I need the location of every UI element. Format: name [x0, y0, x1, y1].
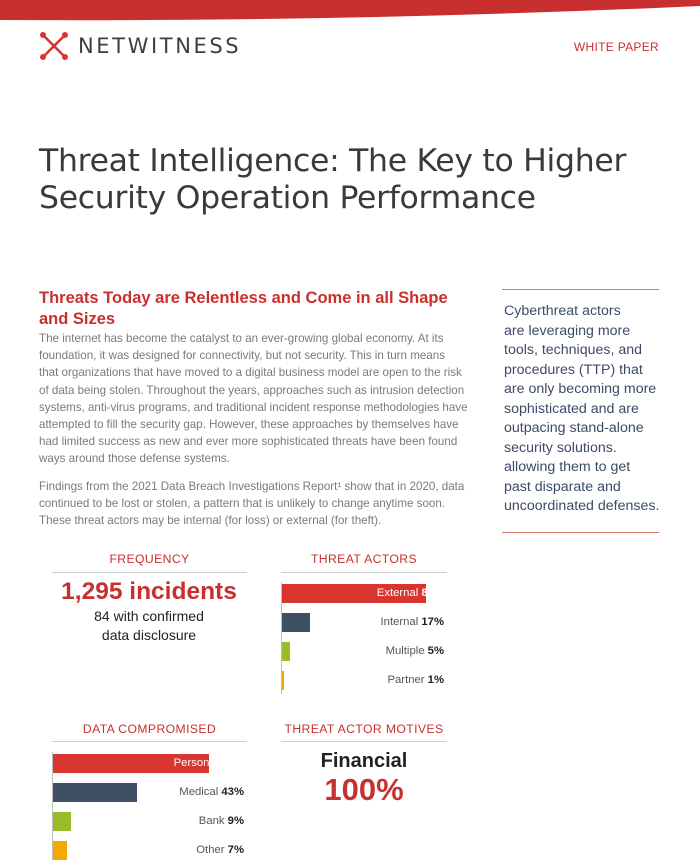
pull-quote-line: outpacing stand-alone [504, 420, 644, 436]
paragraph-line: of data being stolen. Throughout the years, approaches such as intrusion detection [39, 383, 465, 397]
paragraph-line: continued to be lost or stolen, a pattern that is unlikely to change anytime soon. [39, 497, 446, 511]
bar-value: 87% [421, 587, 444, 599]
bar-label-partner [282, 671, 444, 690]
bar-label-other [53, 841, 244, 860]
bar-category: Other [196, 844, 225, 856]
bar-value: 7% [227, 844, 244, 856]
bar-label-multiple [282, 642, 444, 661]
paragraph-line: ways around those defense systems. [39, 452, 230, 466]
pull-quote-line: procedures (TTP) that [504, 361, 643, 378]
section-heading [39, 288, 459, 330]
bar-category: Bank [198, 815, 225, 827]
pull-quote-line: security solutions. [504, 439, 617, 456]
bar-category: Medical [179, 786, 219, 798]
bar-value: 1% [427, 674, 444, 686]
pull-quote-line: sophisticated and are [504, 400, 639, 417]
top-accent-band [0, 0, 700, 22]
pull-quote-top-rule [502, 289, 659, 290]
frequency-rule [52, 572, 247, 573]
threat-actors-rule [281, 572, 447, 573]
frequency-heading: FREQUENCY [109, 552, 190, 566]
bar-category: Partner [387, 674, 425, 686]
bar-value: 43% [221, 786, 244, 798]
paragraph-line: systems, anti-virus programs, and traditional incident response methodologies have [39, 400, 468, 414]
data-compromised-rule [52, 741, 247, 742]
bar-value: 17% [421, 616, 444, 628]
pull-quote-line: are only becoming more [504, 381, 657, 397]
paragraph-line: The internet has become the catalyst to an ever-growing global economy. At its [39, 332, 444, 345]
bar-value: 9% [227, 815, 244, 827]
paragraph-line: that organizations that have moved to a digital business model are open to the risk [39, 366, 462, 380]
pull-quote-bottom-rule [502, 532, 659, 533]
data-compromised-heading: DATA COMPROMISED [82, 722, 217, 736]
pull-quote-line: uncoordinated defenses. [504, 498, 660, 514]
motive-label: Financial [320, 750, 408, 772]
motive-value: 100% [324, 772, 404, 807]
netwitness-logo [38, 30, 241, 62]
title-line-1: Threat Intelligence: The Key to Higher [39, 143, 627, 179]
pull-quote-line: past disparate and [504, 478, 621, 495]
pull-quote-line: allowing them to get [504, 459, 631, 475]
bar-label-bank [53, 812, 244, 831]
intro-paragraph [39, 330, 469, 468]
netwitness-logo-icon [38, 30, 70, 62]
bar-category: Personal [173, 757, 219, 769]
bar-label-medical [53, 783, 244, 802]
title-line-2: Security Operation Performance [39, 180, 536, 216]
paragraph-line: These threat actors may be internal (for loss) or external (for theft). [39, 514, 382, 528]
bar-category: External [376, 587, 419, 599]
section-heading-line-1: Threats Today are Relentless and Come in all Shape [39, 289, 448, 307]
page-title [39, 143, 639, 217]
section-heading-line-2: and Sizes [39, 310, 116, 328]
bar-value: 5% [427, 645, 444, 657]
pull-quote-line: tools, techniques, and [504, 342, 643, 358]
pull-quote-line: are leveraging more [504, 322, 631, 339]
threat-actors-heading: THREAT ACTORS [310, 552, 418, 566]
bar-value: 80% [221, 757, 244, 769]
incident-detail-line-1: 84 with confirmed [94, 608, 204, 624]
document-type-label: WHITE PAPER [573, 40, 659, 54]
paragraph-line: attempted to fill the security gap. However, these approaches by themselves have [39, 418, 459, 432]
paragraph-line: Findings from the 2021 Data Breach Investigations Report¹ show that in 2020, data [39, 480, 465, 493]
incident-detail [40, 607, 258, 645]
paragraph-line: had limited success as new and ever more sophisticated threats have been found [39, 435, 458, 449]
incident-detail-line-2: data disclosure [101, 627, 197, 643]
motives-heading: THREAT ACTOR MOTIVES [284, 722, 444, 736]
paragraph-line: foundation, it was designed for connectivity, but not security. This in turn means [39, 349, 445, 363]
incident-count: 1,295 incidents [61, 578, 237, 605]
bar-category: Multiple [385, 645, 425, 657]
pull-quote [504, 302, 666, 517]
findings-paragraph [39, 478, 469, 530]
bar-label-external [282, 584, 444, 603]
motives-rule [281, 741, 447, 742]
logo-wordmark: NETWITNESS [78, 34, 242, 58]
bar-category: Internal [380, 616, 419, 628]
pull-quote-line: Cyberthreat actors [504, 303, 621, 319]
bar-label-personal [53, 754, 244, 773]
bar-label-internal [282, 613, 444, 632]
